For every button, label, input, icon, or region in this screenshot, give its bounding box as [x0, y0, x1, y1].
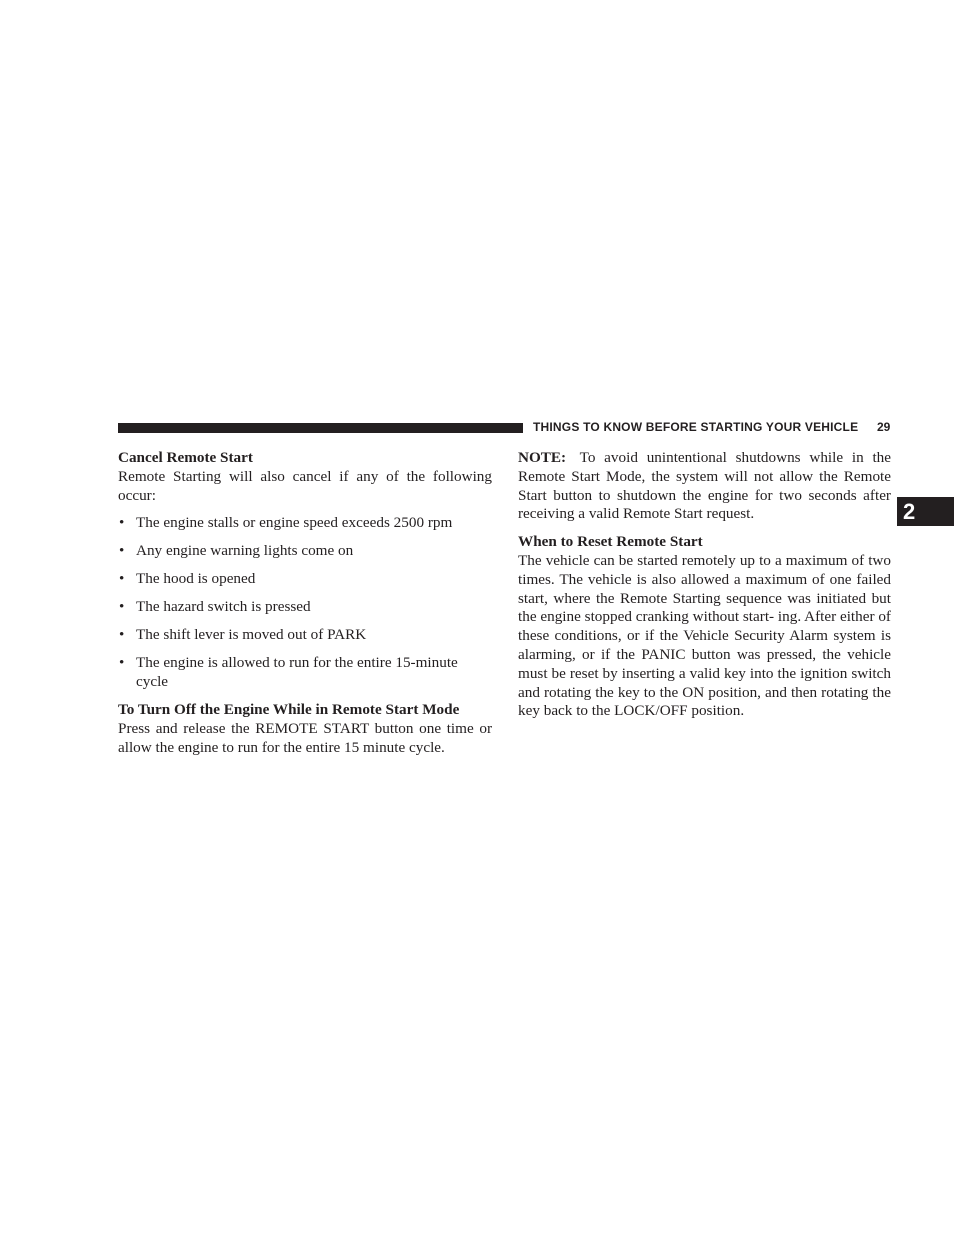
- bullet-icon: •: [119, 542, 125, 560]
- page-number: 29: [877, 420, 891, 434]
- note-paragraph: [518, 449, 891, 524]
- header-rule: [118, 423, 523, 433]
- cancel-intro-text: Remote Starting will also cancel if any of the following occur:: [118, 467, 492, 504]
- list-item: [118, 570, 492, 589]
- list-item-text: The hazard switch is pressed: [136, 598, 311, 616]
- bullet-icon: •: [119, 514, 125, 532]
- reset-remote-start-heading: When to Reset Remote Start: [518, 533, 703, 551]
- list-item-text: The engine is allowed to run for the entire 15-minute cycle: [136, 654, 458, 691]
- list-item-text: The engine stalls or engine speed exceeds 2500 rpm: [136, 514, 453, 532]
- cancel-remote-start-heading: Cancel Remote Start: [118, 449, 253, 466]
- note-label: NOTE:: [518, 449, 567, 466]
- list-item-text: The hood is opened: [136, 570, 256, 588]
- running-header-title: THINGS TO KNOW BEFORE STARTING YOUR VEHICLE: [533, 420, 859, 434]
- bullet-icon: •: [119, 626, 125, 644]
- left-column: [118, 449, 492, 757]
- right-column: [518, 449, 891, 721]
- bullet-icon: •: [119, 598, 125, 616]
- reset-remote-start-text: The vehicle can be started remotely up to a maximum of two times. The vehicle is also allowed a maximum of one failed start, where the Remote Starting sequence was initiated but the engine stopped cranking without start- ing. After either of these conditions, or if the Vehicle Security Alarm system is alarming, or if the PANIC button was pressed, the vehicle must be reset by inserting a valid key into the ignition switch and rotating the key to the ON position, and then rotating the key back to the LOCK/OFF position.: [518, 551, 891, 720]
- list-item: [118, 514, 492, 533]
- note-text: To avoid unintentional shutdowns while in the Remote Start Mode, the system will not allow the Remote Start button to shutdown the engine for two seconds after receiving a valid Remote Start request.: [518, 449, 891, 523]
- turn-off-engine-text: Press and release the REMOTE START button one time or allow the engine to run for the entire 15 minute cycle.: [118, 719, 492, 756]
- list-item-text: The shift lever is moved out of PARK: [136, 626, 367, 644]
- bullet-icon: •: [119, 570, 125, 588]
- cancel-conditions-list: [118, 514, 492, 692]
- turn-off-engine-heading: To Turn Off the Engine While in Remote Start Mode: [118, 701, 460, 719]
- chapter-tab: 2: [897, 497, 954, 526]
- bullet-icon: •: [119, 654, 125, 672]
- list-item: [118, 598, 492, 617]
- list-item: [118, 542, 492, 561]
- list-item: [118, 626, 492, 645]
- list-item-text: Any engine warning lights come on: [136, 542, 354, 560]
- list-item: [118, 654, 492, 692]
